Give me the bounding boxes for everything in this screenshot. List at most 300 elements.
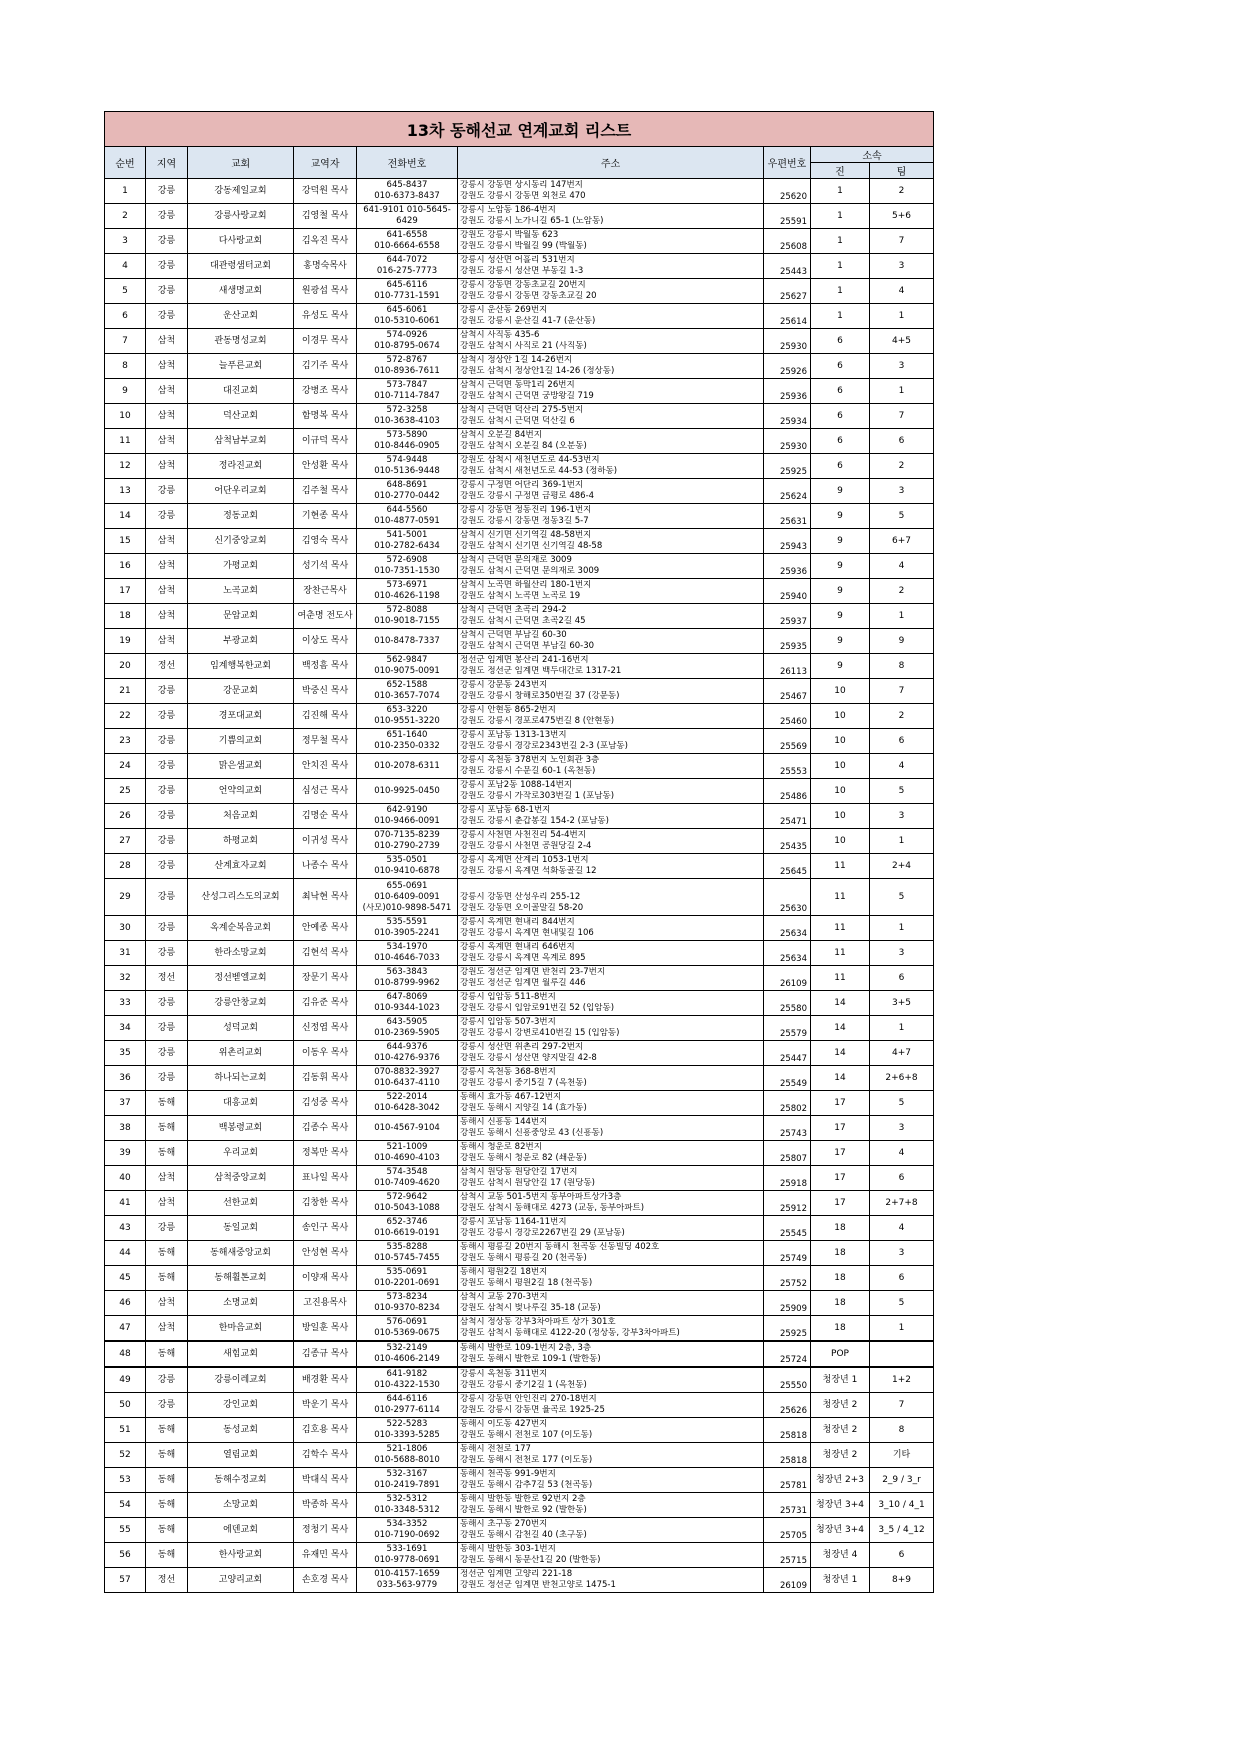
cell-address [458, 1266, 764, 1291]
cell-address [458, 729, 764, 754]
cell-address [458, 1141, 764, 1166]
cell-pastor: 박중신 목사 [294, 679, 357, 704]
cell-church: 강릉안창교회 [188, 991, 294, 1016]
cell-region: 정선 [146, 966, 188, 991]
cell-phone [357, 429, 458, 454]
table-row [105, 1291, 934, 1316]
table-row [105, 1468, 934, 1493]
table-row [105, 829, 934, 854]
cell-phone [357, 1041, 458, 1066]
cell-address [458, 1443, 764, 1468]
cell-church: 늘푸른교회 [188, 354, 294, 379]
cell-address-line: 정선군 임계면 봉산리 241-16번지 [460, 655, 589, 665]
cell-pastor: 김현석 목사 [294, 941, 357, 966]
cell-phone-line: 010-2790-2739 [374, 841, 440, 851]
cell-phone-line: 573-5890 [386, 430, 428, 440]
cell-pastor: 강덕원 목사 [294, 179, 357, 204]
cell-phone [357, 829, 458, 854]
cell-region: 강릉 [146, 1216, 188, 1241]
cell-address-line: 동해시 발한로 109-1번지 2층, 3층 [460, 1343, 592, 1353]
cell-address [458, 879, 764, 916]
cell-no: 41 [105, 1191, 146, 1216]
cell-phone [357, 1241, 458, 1266]
cell-address [458, 829, 764, 854]
cell-team: 2+6+8 [870, 1066, 934, 1091]
cell-no: 18 [105, 604, 146, 629]
cell-jin: 17 [811, 1141, 870, 1166]
cell-region: 삼척 [146, 1291, 188, 1316]
cell-phone [357, 1468, 458, 1493]
cell-address-line: 강원도 강릉시 사천면 공원당길 2-4 [460, 841, 592, 851]
cell-phone [357, 1266, 458, 1291]
cell-zip: 25715 [764, 1543, 811, 1568]
cell-address-line: 강원도 삼척시 정상안1길 14-26 (정상동) [460, 366, 615, 376]
table-row [105, 916, 934, 941]
cell-team: 6 [870, 429, 934, 454]
cell-address-line: 강원도 강릉시 옥계면 현내및길 106 [460, 928, 594, 938]
church-list-sheet [104, 111, 933, 1593]
cell-phone [357, 579, 458, 604]
cell-phone-line: 572-8767 [386, 355, 428, 365]
cell-zip: 25731 [764, 1493, 811, 1518]
cell-jin: 10 [811, 804, 870, 829]
cell-phone [357, 479, 458, 504]
cell-region: 동해 [146, 1116, 188, 1141]
cell-pastor: 김영철 목사 [294, 204, 357, 229]
cell-no: 54 [105, 1493, 146, 1518]
cell-phone-line: 070-7135-8239 [374, 830, 440, 840]
cell-team: 1 [870, 379, 934, 404]
table-row [105, 879, 934, 916]
cell-no: 47 [105, 1316, 146, 1342]
table-row [105, 1393, 934, 1418]
cell-phone [357, 279, 458, 304]
cell-pastor: 송인구 목사 [294, 1216, 357, 1241]
cell-phone-line: 010-5043-1088 [374, 1203, 440, 1213]
cell-jin: 1 [811, 204, 870, 229]
cell-zip: 25937 [764, 604, 811, 629]
cell-phone [357, 916, 458, 941]
cell-phone-line: 534-1970 [386, 942, 428, 952]
cell-pastor: 이동우 목사 [294, 1041, 357, 1066]
cell-team: 6 [870, 966, 934, 991]
cell-address-line: 강릉시 강동면 정동진리 196-1번지 [460, 505, 592, 515]
cell-church: 기쁨의교회 [188, 729, 294, 754]
cell-address [458, 554, 764, 579]
cell-jin: 10 [811, 829, 870, 854]
cell-phone-line: 532-2149 [386, 1343, 428, 1353]
cell-phone-line: 535-0691 [386, 1267, 428, 1277]
cell-phone [357, 941, 458, 966]
cell-pastor: 고진용목사 [294, 1291, 357, 1316]
cell-team: 2_9 / 3_r [870, 1468, 934, 1493]
cell-jin: 1 [811, 229, 870, 254]
cell-jin: 청장년 1 [811, 1568, 870, 1593]
cell-phone-line: 010-9466-0091 [374, 816, 440, 826]
cell-no: 22 [105, 704, 146, 729]
cell-pastor: 김영숙 목사 [294, 529, 357, 554]
cell-phone [357, 1016, 458, 1041]
cell-address [458, 991, 764, 1016]
cell-jin: 6 [811, 354, 870, 379]
cell-zip: 25940 [764, 579, 811, 604]
cell-phone-line: 532-3167 [386, 1469, 428, 1479]
cell-no: 4 [105, 254, 146, 279]
cell-address-line: 강원도 강릉시 옥계면 석화동골길 12 [460, 866, 597, 876]
cell-phone-line: 010-2201-0691 [374, 1278, 440, 1288]
cell-jin: 17 [811, 1166, 870, 1191]
cell-jin: 청장년 3+4 [811, 1493, 870, 1518]
cell-address [458, 1191, 764, 1216]
cell-address-line: 강원도 삼척시 근덕면 문의재로 3009 [460, 566, 600, 576]
cell-no: 2 [105, 204, 146, 229]
table-row [105, 604, 934, 629]
cell-address-line: 정선군 임계면 고양리 221-18 [460, 1569, 573, 1579]
cell-address-line: 강원도 강릉시 입암로91번길 52 (입암동) [460, 1003, 615, 1013]
header-address: 주소 [458, 147, 764, 179]
cell-zip: 25624 [764, 479, 811, 504]
cell-address-line: 강릉시 입암동 507-3번지 [460, 1017, 556, 1027]
cell-phone-line: 652-3746 [386, 1217, 428, 1227]
cell-jin: 10 [811, 729, 870, 754]
cell-no: 37 [105, 1091, 146, 1116]
cell-address-line: 강원도 강릉시 강동면 강동초교길 20 [460, 291, 597, 301]
cell-address-line: 강릉시 운산동 269번지 [460, 305, 548, 315]
cell-church: 새생명교회 [188, 279, 294, 304]
cell-no: 45 [105, 1266, 146, 1291]
cell-address [458, 804, 764, 829]
cell-church: 강동제일교회 [188, 179, 294, 204]
cell-zip: 25802 [764, 1091, 811, 1116]
table-row [105, 204, 934, 229]
table-row [105, 1443, 934, 1468]
cell-team: 4 [870, 554, 934, 579]
cell-address-line: 강원도 동해시 감천길 40 (초구동) [460, 1530, 587, 1540]
cell-address-line: 강원도 삼척시 근덕면 초곡2길 45 [460, 616, 586, 626]
cell-no: 36 [105, 1066, 146, 1091]
cell-address-line: 강원도 삼척시 노곡면 노곡로 19 [460, 591, 581, 601]
table-row [105, 1316, 934, 1342]
cell-address [458, 1493, 764, 1518]
cell-phone-line: 641-9182 [386, 1369, 428, 1379]
cell-phone [357, 1141, 458, 1166]
cell-phone-line: 534-3352 [386, 1519, 428, 1529]
cell-jin: 청장년 2 [811, 1443, 870, 1468]
cell-zip: 25925 [764, 454, 811, 479]
cell-team: 3 [870, 1116, 934, 1141]
cell-phone-line: 010-3657-7074 [374, 691, 440, 701]
cell-church: 노곡교회 [188, 579, 294, 604]
cell-no: 1 [105, 179, 146, 204]
cell-phone-line: 655-0691 [386, 880, 428, 891]
cell-church: 산계효자교회 [188, 854, 294, 879]
cell-phone-line: 572-6908 [386, 555, 428, 565]
cell-team: 2 [870, 179, 934, 204]
cell-region: 강릉 [146, 941, 188, 966]
cell-jin: 14 [811, 991, 870, 1016]
cell-phone [357, 804, 458, 829]
cell-region: 동해 [146, 1418, 188, 1443]
cell-region: 동해 [146, 1518, 188, 1543]
cell-zip: 25614 [764, 304, 811, 329]
cell-address [458, 1341, 764, 1367]
table-row [105, 1341, 934, 1367]
cell-church: 언약의교회 [188, 779, 294, 804]
cell-phone-line: 644-9376 [386, 1042, 428, 1052]
table-row [105, 579, 934, 604]
cell-address-line: 강릉시 성산면 어흘리 531번지 [460, 255, 575, 265]
cell-jin: 청장년 2 [811, 1418, 870, 1443]
cell-pastor: 김동휘 목사 [294, 1066, 357, 1091]
cell-address-line: 강원도 동해시 발한로 92 (발한동) [460, 1505, 587, 1515]
cell-no: 20 [105, 654, 146, 679]
cell-church: 가평교회 [188, 554, 294, 579]
table-row [105, 1041, 934, 1066]
cell-no: 23 [105, 729, 146, 754]
cell-region: 삼척 [146, 1316, 188, 1342]
cell-team: 3 [870, 804, 934, 829]
cell-pastor: 표나일 목사 [294, 1166, 357, 1191]
cell-no: 40 [105, 1166, 146, 1191]
cell-phone-line: 573-6971 [386, 580, 428, 590]
cell-team: 4+5 [870, 329, 934, 354]
cell-phone-line: 010-8478-7337 [374, 635, 440, 646]
cell-no: 44 [105, 1241, 146, 1266]
cell-address [458, 354, 764, 379]
cell-region: 강릉 [146, 991, 188, 1016]
cell-zip: 25645 [764, 854, 811, 879]
table-row [105, 854, 934, 879]
cell-address [458, 329, 764, 354]
cell-no: 34 [105, 1016, 146, 1041]
cell-zip: 25460 [764, 704, 811, 729]
cell-phone [357, 379, 458, 404]
cell-team: 2+4 [870, 854, 934, 879]
cell-team: 3_10 / 4_1 [870, 1493, 934, 1518]
cell-address-line: 삼척시 사직동 435-6 [460, 330, 540, 340]
cell-address [458, 654, 764, 679]
cell-address-line: 강원도 동해시 청운로 82 (쇄운동) [460, 1153, 587, 1163]
cell-no: 48 [105, 1341, 146, 1367]
cell-region: 동해 [146, 1241, 188, 1266]
cell-church: 열림교회 [188, 1443, 294, 1468]
cell-zip: 25930 [764, 329, 811, 354]
table-row [105, 1568, 934, 1593]
cell-jin: 9 [811, 554, 870, 579]
table-row [105, 254, 934, 279]
cell-phone-line: 010-7190-0692 [374, 1530, 440, 1540]
header-zip: 우편번호 [764, 147, 811, 179]
cell-address [458, 454, 764, 479]
cell-no: 17 [105, 579, 146, 604]
cell-phone-line: 010-8795-0674 [374, 341, 440, 351]
cell-address [458, 679, 764, 704]
cell-pastor: 함명복 목사 [294, 404, 357, 429]
cell-phone-line: 010-9018-7155 [374, 616, 440, 626]
cell-pastor: 김학수 목사 [294, 1443, 357, 1468]
cell-phone-line: 6429 [396, 216, 418, 226]
cell-jin: 1 [811, 179, 870, 204]
cell-zip: 25553 [764, 754, 811, 779]
cell-address-line: 강원도 동해시 평원2길 18 (천곡동) [460, 1278, 593, 1288]
cell-address-line: 강원도 강릉시 옥계면 옥계로 895 [460, 953, 586, 963]
cell-address-line: 동해시 전천로 177 [460, 1444, 531, 1454]
cell-pastor: 최낙현 목사 [294, 879, 357, 916]
cell-address-line: 강원도 삼척시 오분길 84 (오분동) [460, 441, 587, 451]
cell-pastor: 김주철 목사 [294, 479, 357, 504]
header-pastor: 교역자 [294, 147, 357, 179]
cell-pastor: 이귀성 목사 [294, 829, 357, 854]
cell-region: 삼척 [146, 429, 188, 454]
cell-church: 처음교회 [188, 804, 294, 829]
cell-address [458, 629, 764, 654]
cell-team: 1 [870, 1316, 934, 1342]
cell-team: 7 [870, 1393, 934, 1418]
cell-team: 8 [870, 1418, 934, 1443]
cell-address-line: 강원도 정선군 임계면 백두대간로 1317-21 [460, 666, 622, 676]
cell-region: 강릉 [146, 779, 188, 804]
cell-address-line: 강원도 강릉시 수문길 60-1 (옥천동) [460, 766, 596, 776]
header-phone: 전화번호 [357, 147, 458, 179]
cell-team: 기타 [870, 1443, 934, 1468]
cell-region: 강릉 [146, 804, 188, 829]
cell-phone [357, 504, 458, 529]
cell-church: 소망교회 [188, 1493, 294, 1518]
cell-address-line: 삼척시 근덕면 초곡리 294-2 [460, 605, 567, 615]
cell-address-line: 동해시 효가동 467-12번지 [460, 1092, 562, 1102]
cell-church: 성덕교회 [188, 1016, 294, 1041]
cell-zip: 25626 [764, 1393, 811, 1418]
cell-address [458, 1518, 764, 1543]
cell-address-line: 삼척시 정상동 강부3차아파트 상가 301호 [460, 1317, 616, 1327]
cell-phone [357, 879, 458, 916]
cell-no: 12 [105, 454, 146, 479]
cell-phone-line: 533-1691 [386, 1544, 428, 1554]
cell-phone-line: 647-8069 [386, 992, 428, 1002]
cell-address-line: 강원도 강릉시 경강로2267번길 29 (포남동) [460, 1228, 625, 1238]
cell-phone-line: 562-9847 [386, 655, 428, 665]
cell-region: 강릉 [146, 1041, 188, 1066]
cell-phone-line: 070-8832-3927 [374, 1067, 440, 1077]
cell-no: 28 [105, 854, 146, 879]
cell-pastor: 김유준 목사 [294, 991, 357, 1016]
cell-address-line: 강원도 삼척시 새천년도로 44-53 (정하동) [460, 466, 618, 476]
cell-phone-line: 535-5591 [386, 917, 428, 927]
cell-jin: 11 [811, 879, 870, 916]
cell-no: 46 [105, 1291, 146, 1316]
header-church: 교회 [188, 147, 294, 179]
cell-pastor: 방일훈 목사 [294, 1316, 357, 1342]
cell-phone [357, 679, 458, 704]
cell-no: 51 [105, 1418, 146, 1443]
cell-phone-line: 010-4877-0591 [374, 516, 440, 526]
cell-address [458, 1316, 764, 1342]
cell-no: 29 [105, 879, 146, 916]
cell-phone-line: 010-6619-0191 [374, 1228, 440, 1238]
cell-phone-line: 653-3220 [386, 705, 428, 715]
cell-address-line: 동해시 평릉길 20번지 동해시 천곡동 신동빌딩 402호 [460, 1242, 660, 1252]
cell-no: 25 [105, 779, 146, 804]
cell-team: 4 [870, 1141, 934, 1166]
cell-no: 35 [105, 1041, 146, 1066]
cell-address-line: 강릉시 구정면 어단리 369-1번지 [460, 480, 584, 490]
cell-pastor: 안성현 목사 [294, 1241, 357, 1266]
table-row [105, 379, 934, 404]
cell-jin: 17 [811, 1191, 870, 1216]
cell-church: 강릉사랑교회 [188, 204, 294, 229]
cell-church: 정라진교회 [188, 454, 294, 479]
cell-address-line: 동해시 발한동 발한로 92번지 2층 [460, 1494, 586, 1504]
header-affiliation: 소속 [811, 147, 934, 163]
table-row [105, 679, 934, 704]
cell-phone-line: 644-7072 [386, 255, 428, 265]
cell-pastor: 박종하 목사 [294, 1493, 357, 1518]
cell-address [458, 1241, 764, 1266]
cell-team: 1 [870, 829, 934, 854]
cell-phone-line: 010-2977-6114 [374, 1405, 440, 1415]
cell-pastor: 안성환 목사 [294, 454, 357, 479]
cell-address-line: 강릉시 포남동 1313-13번지 [460, 730, 567, 740]
cell-zip: 25749 [764, 1241, 811, 1266]
cell-phone-line: 010-2369-5905 [374, 1028, 440, 1038]
cell-address-line: 강릉시 옥계면 산계리 1053-1번지 [460, 855, 589, 865]
cell-no: 50 [105, 1393, 146, 1418]
cell-address-line: 강원도 강릉시 경강로2343번길 2-3 (포남동) [460, 741, 628, 751]
cell-phone [357, 704, 458, 729]
cell-address-line: 강원도 동해시 감추7길 53 (천곡동) [460, 1480, 593, 1490]
cell-team: 3+5 [870, 991, 934, 1016]
table-row [105, 1367, 934, 1393]
cell-zip: 25909 [764, 1291, 811, 1316]
cell-zip: 25580 [764, 991, 811, 1016]
cell-jin: 6 [811, 429, 870, 454]
cell-pastor: 김명순 목사 [294, 804, 357, 829]
cell-phone-line: 572-3258 [386, 405, 428, 415]
cell-phone [357, 1066, 458, 1091]
cell-phone-line: 573-8234 [386, 1292, 428, 1302]
cell-address-line: 삼척시 원당동 원당안길 17번지 [460, 1167, 578, 1177]
cell-address-line: 강릉시 옥천동 378번지 노인회관 3층 [460, 755, 600, 765]
cell-team: 1 [870, 304, 934, 329]
cell-phone-line: 010-2078-6311 [374, 760, 440, 771]
cell-phone-line: 010-9551-3220 [374, 716, 440, 726]
cell-address-line: 강원도 강릉시 중기2길 1 (옥천동) [460, 1380, 587, 1390]
cell-no: 19 [105, 629, 146, 654]
cell-phone-line: 521-1009 [386, 1142, 428, 1152]
cell-no: 32 [105, 966, 146, 991]
cell-pastor: 심성근 목사 [294, 779, 357, 804]
cell-phone-line: 010-6428-3042 [374, 1103, 440, 1113]
cell-church: 우리교회 [188, 1141, 294, 1166]
cell-no: 49 [105, 1367, 146, 1393]
cell-phone-line: 010-3638-4103 [374, 416, 440, 426]
table-row [105, 779, 934, 804]
cell-zip: 25936 [764, 554, 811, 579]
cell-address-line: 강원도 삼척시 신기면 신기역길 48-58 [460, 541, 603, 551]
cell-jin: 10 [811, 754, 870, 779]
cell-address [458, 1016, 764, 1041]
cell-phone [357, 1543, 458, 1568]
cell-team: 1 [870, 916, 934, 941]
cell-jin: 9 [811, 604, 870, 629]
cell-no: 8 [105, 354, 146, 379]
cell-region: 동해 [146, 1468, 188, 1493]
cell-team: 2+7+8 [870, 1191, 934, 1216]
cell-jin: 9 [811, 579, 870, 604]
cell-church: 어단우리교회 [188, 479, 294, 504]
cell-church: 강인교회 [188, 1393, 294, 1418]
cell-address-line: 동해시 이도동 427번지 [460, 1419, 548, 1429]
